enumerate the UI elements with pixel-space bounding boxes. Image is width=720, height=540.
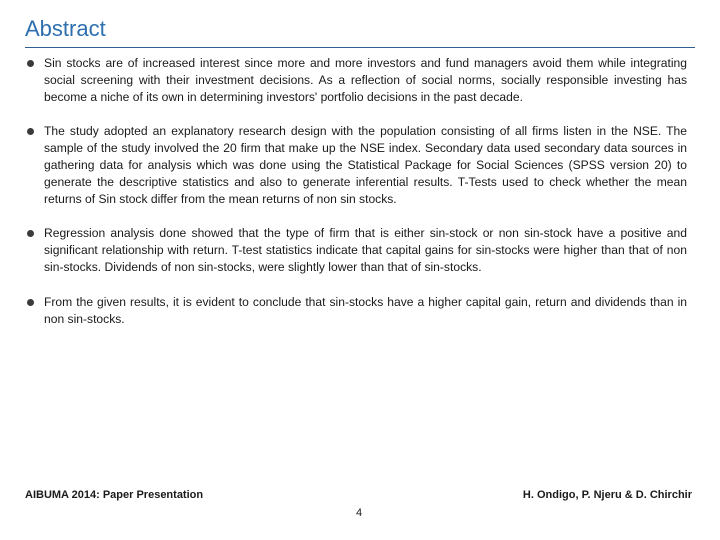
bullet-item <box>25 225 687 275</box>
bullet-item <box>25 123 687 207</box>
footer-authors: H. Ondigo, P. Njeru & D. Chirchir <box>522 489 692 501</box>
bullet-dot-icon <box>27 128 34 135</box>
bullet-item <box>25 294 687 328</box>
bullet-text: The study adopted an explanatory research design with the population consisting of all firms listen in the NSE. The sample of the study involved the 20 firm that make up the NSE index. Secondary data used secondary data sources in gathering data for analysis which was done using the Statistical Package for Social Sciences (SPSS version 20) to generate the descriptive statistics and also to generate inferential results. T-Tests used to check whether the mean returns of Sin stock differ from the mean returns of non sin stocks. <box>44 124 687 206</box>
footer-conference: AIBUMA 2014: Paper Presentation <box>25 489 204 501</box>
bullet-dot-icon <box>27 230 34 237</box>
bullet-item <box>25 55 687 105</box>
slide-title: Abstract <box>25 16 106 41</box>
bullet-dot-icon <box>27 60 34 67</box>
bullet-text: Sin stocks are of increased interest since more and more investors and fund managers avoid them while integrating social screening with their investment decisions. As a reflection of social norms, socially responsible investing has become a niche of its own in determining investors' portfolio decisions in the past decade. <box>44 56 687 104</box>
bullet-dot-icon <box>27 299 34 306</box>
page-number: 4 <box>356 507 363 519</box>
bullet-text: Regression analysis done showed that the type of firm that is either sin-stock or non sin-stock have a positive and significant relationship with return. T-test statistics indicate that capital gains for sin-stocks were higher than that of non sin-stocks. Dividends of non sin-stocks, were slightly lower than that of sin-stocks. <box>44 226 687 274</box>
title-divider <box>25 47 695 48</box>
bullet-text: From the given results, it is evident to conclude that sin-stocks have a higher capital gain, return and dividends than in non sin-stocks. <box>44 294 687 326</box>
bullet-list <box>25 55 687 345</box>
